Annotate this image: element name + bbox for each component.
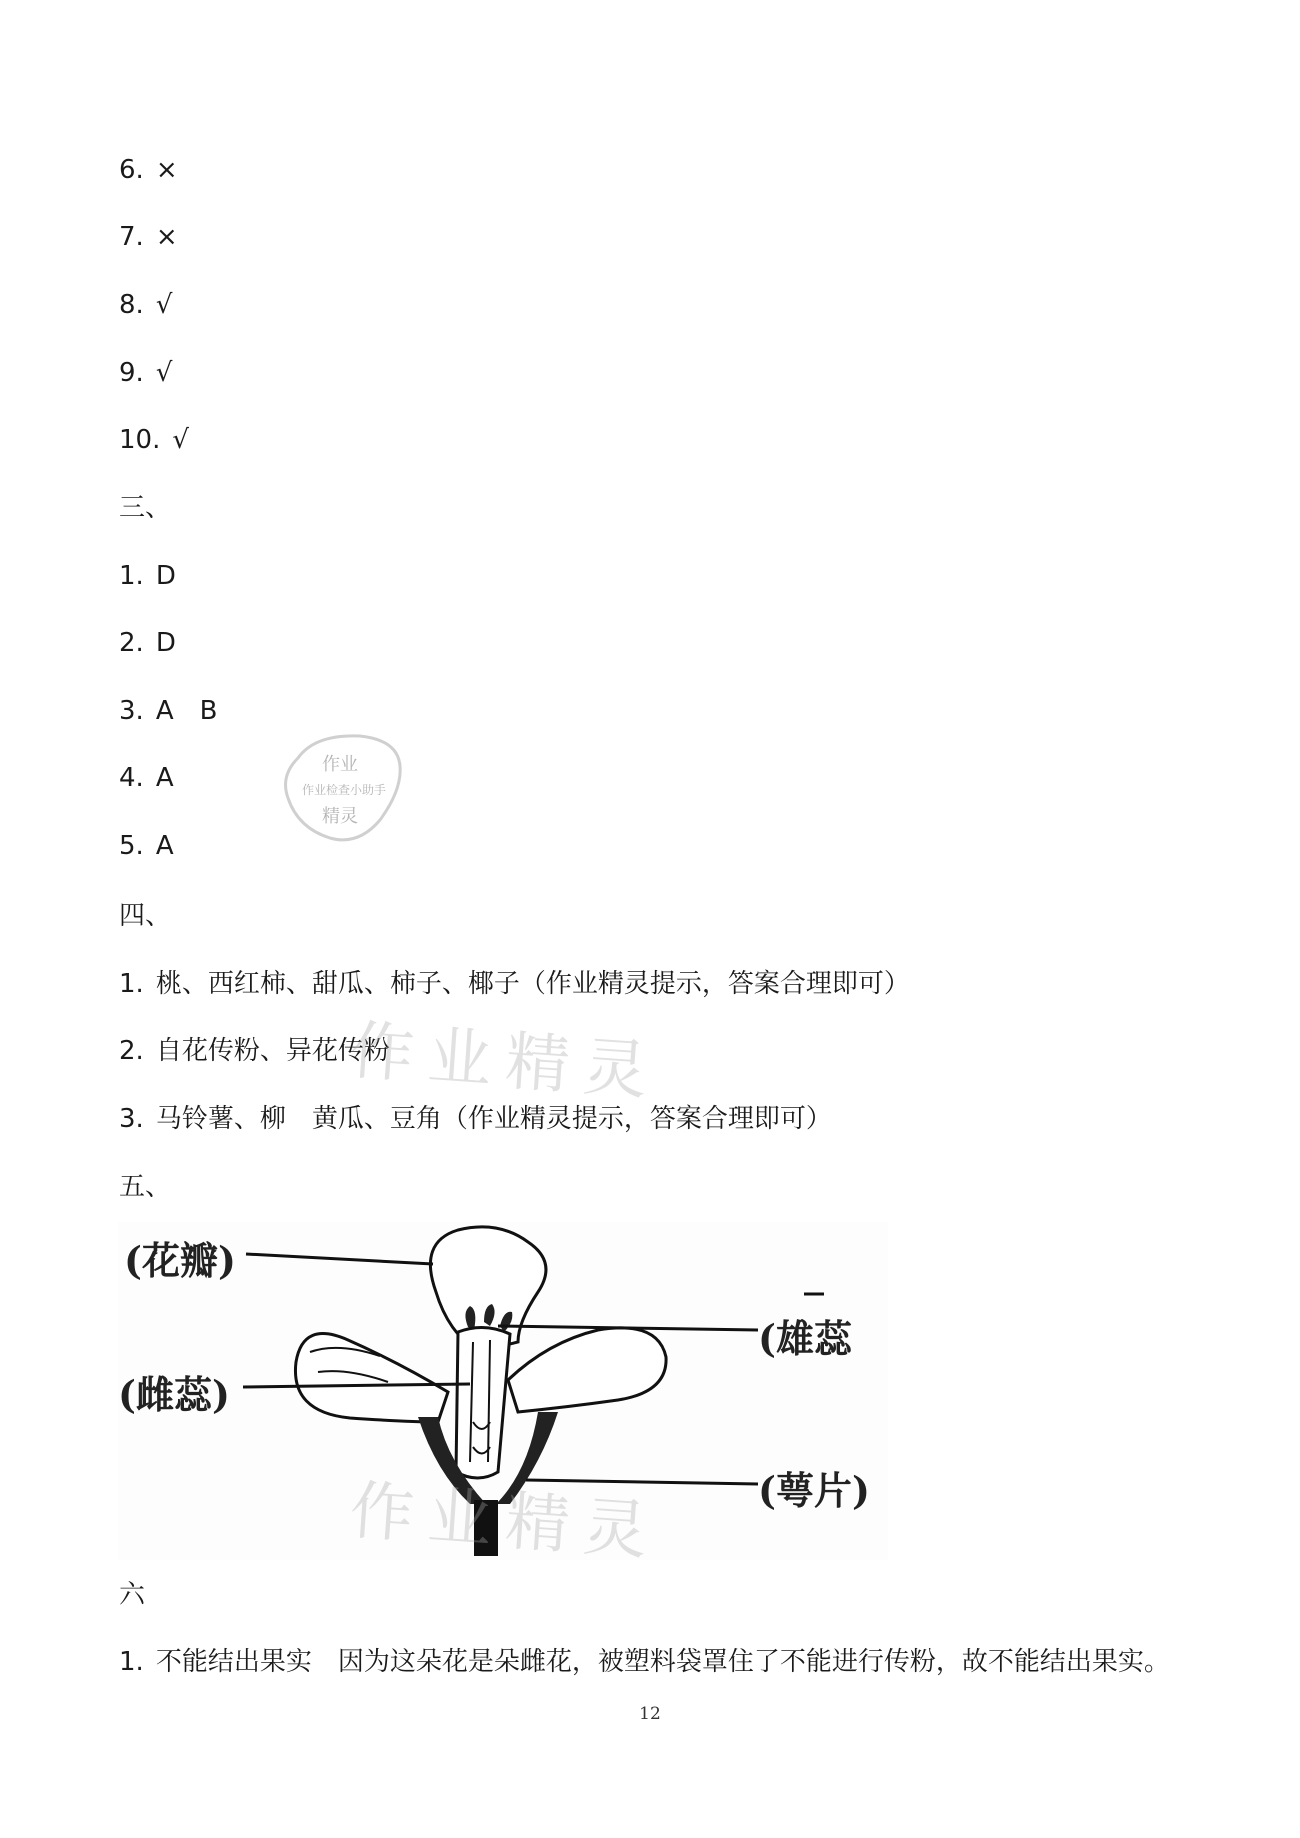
label-petal: (花瓣) bbox=[124, 1238, 236, 1283]
label-pistil: (雌蕊) bbox=[118, 1372, 230, 1417]
answer-line: 3. A B bbox=[119, 696, 218, 726]
section-heading: 五、 bbox=[119, 1172, 172, 1202]
watermark-overlay: 作业精灵 bbox=[347, 1014, 664, 1110]
answer-line: 7. × bbox=[119, 222, 178, 252]
answer-line: 5. A bbox=[119, 831, 174, 861]
answer-line: 6. × bbox=[119, 155, 178, 185]
answer-line: 3. 马铃薯、柳 黄瓜、豆角（作业精灵提示，答案合理即可） bbox=[119, 1104, 832, 1134]
watermark-stamp bbox=[280, 728, 410, 848]
label-stamen: (雄蕊 bbox=[758, 1316, 852, 1361]
answer-line: 2. D bbox=[119, 628, 176, 658]
watermark-stamp-top: 作业 bbox=[322, 754, 358, 775]
page-number: 12 bbox=[639, 1704, 661, 1724]
label-sepal: (萼片) bbox=[758, 1468, 870, 1513]
answer-line: 9. √ bbox=[119, 358, 173, 388]
answer-line: 10. √ bbox=[119, 425, 189, 455]
watermark-stamp-middle: 作业检查小助手 bbox=[301, 783, 387, 797]
section-heading: 六 bbox=[119, 1580, 146, 1610]
answer-line: 1. 不能结出果实 因为这朵花是朵雌花，被塑料袋罩住了不能进行传粉，故不能结出果实。 bbox=[119, 1647, 1170, 1677]
answer-line: 1. 桃、西红柿、甜瓜、柿子、椰子（作业精灵提示，答案合理即可） bbox=[119, 969, 910, 999]
watermark-overlay: 作业精灵 bbox=[347, 1474, 664, 1570]
section-heading: 三、 bbox=[119, 493, 172, 523]
watermark-stamp-bottom: 精灵 bbox=[322, 806, 358, 827]
answer-line: 8. √ bbox=[119, 290, 173, 320]
answer-line: 1. D bbox=[119, 561, 176, 591]
answer-line: 4. A bbox=[119, 763, 174, 793]
answer-line: 2. 自花传粉、异花传粉 bbox=[119, 1036, 390, 1066]
flower-diagram bbox=[118, 1222, 888, 1560]
section-heading: 四、 bbox=[119, 901, 172, 931]
